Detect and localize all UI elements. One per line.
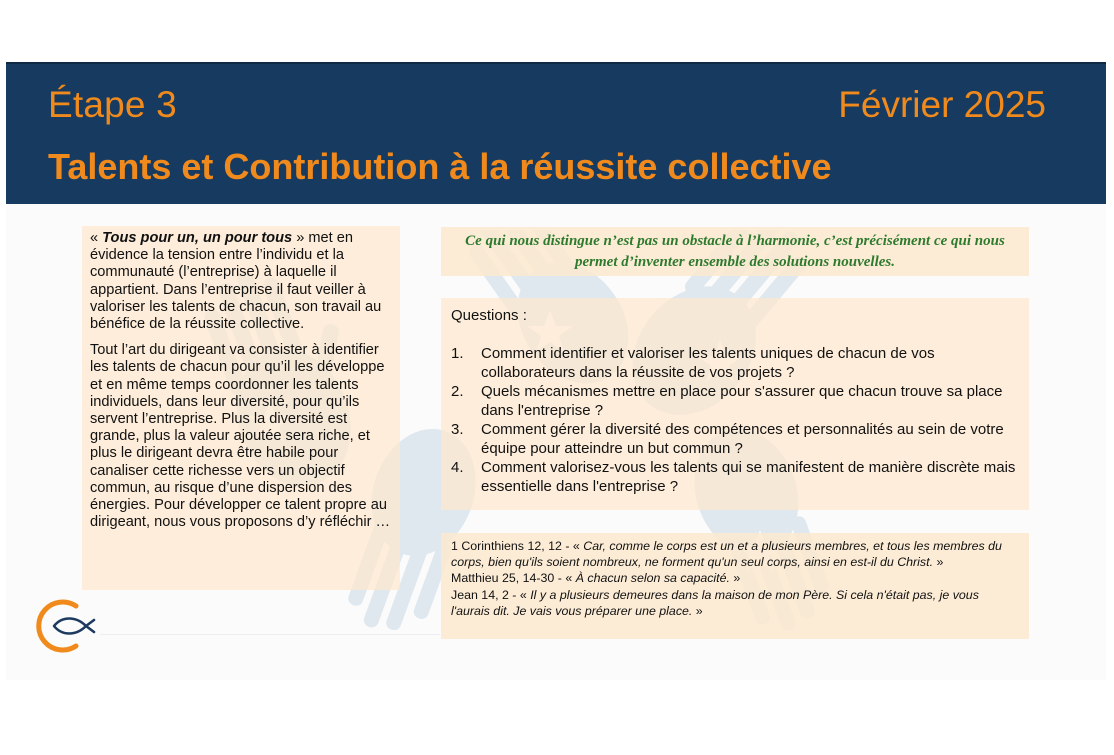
reference-text: Il y a plusieurs demeures dans la maison de mon Père. Si cela n'était pas, je vous l'aurais dit. Je vais vous préparer une place. — [451, 587, 979, 618]
reference-text: À chacun selon sa capacité. — [575, 571, 730, 586]
question-text: Comment identifier et valoriser les talents uniques de chacun de vos collaborateurs dans la réussite de vos projets ? — [481, 345, 935, 381]
question-text: Comment gérer la diversité des compétences et personnalités au sein de votre équipe pour atteindre un but commun ? — [481, 421, 1004, 457]
question-text: Quels mécanismes mettre en place pour s'assurer que chacun trouve sa place dans l'entreprise ? — [481, 383, 1003, 419]
question-item — [451, 420, 1019, 458]
reference-source: Jean 14, 2 - « — [451, 587, 531, 602]
question-number: 1. — [451, 345, 464, 362]
fish-logo-icon — [36, 598, 98, 654]
question-number: 3. — [451, 421, 464, 438]
reference-text: Car, comme le corps est un et a plusieurs membres, et tous les membres du corps, bien qu'ils soient nombreux, ne forment qu'un seul corps, ainsi en est-il du Christ. — [451, 539, 1002, 570]
page-title: Talents et Contribution à la réussite collective — [48, 146, 832, 187]
date-label: Février 2025 — [838, 84, 1046, 125]
questions-panel — [441, 298, 1029, 510]
question-number: 4. — [451, 459, 464, 476]
questions-heading: Questions : — [451, 307, 527, 324]
intro-paragraph-1-rest: » met en évidence la tension entre l’individu et la communauté (l’entreprise) à laquelle il appartient. Dans l’entreprise il faut veiller à valoriser les talents de chacun, son travail au bénéfice de la réussite collective. — [90, 230, 382, 333]
intro-text — [90, 230, 394, 540]
intro-paragraph-2: Tout l’art du dirigeant va consister à identifier les talents de chacun pour qu’il les développe et en même temps coordonner les talents individuels, dans leur diversité, pour qu’ils servent l’entreprise. Plus la diversité est grande, plus la valeur ajoutée sera riche, et plus le dirigeant devra être habile pour canaliser cette richesse vers un objectif commun, au risque d’une dispersion des énergies. Pour développer ce talent propre au dirigeant, nous vous proposons d’y réfléchir … — [90, 342, 391, 531]
reference-item — [451, 587, 1019, 619]
question-item — [451, 458, 1019, 496]
reference-source: Matthieu 25, 14-30 - « — [451, 571, 576, 586]
intro-paragraph-1 — [90, 230, 394, 333]
question-text: Comment valorisez-vous les talents qui se manifestent de manière discrète mais essentielle dans l'entreprise ? — [481, 459, 1016, 495]
header-banner — [6, 62, 1106, 204]
close-quote: » — [729, 571, 741, 586]
questions-list — [451, 344, 1019, 496]
question-item — [451, 382, 1019, 420]
close-quote: » — [692, 603, 703, 618]
scripture-references — [441, 533, 1029, 639]
quote-text: Ce qui nous distingue n’est pas un obstacle à l’harmonie, c’est précisément ce qui nous permet d’inventer ensemble des solutions nouvelles. — [465, 233, 1005, 270]
question-item — [451, 344, 1019, 382]
step-label: Étape 3 — [48, 84, 177, 125]
motto: Tous pour un, un pour tous — [102, 230, 293, 246]
reference-source: 1 Corinthiens 12, 12 - « — [451, 539, 584, 553]
reference-item — [451, 538, 1019, 570]
open-quote: « — [90, 230, 103, 246]
close-quote: » — [933, 555, 944, 570]
reference-item — [451, 570, 1019, 586]
divider — [100, 634, 440, 635]
quote-box — [441, 227, 1029, 276]
question-number: 2. — [451, 383, 464, 400]
